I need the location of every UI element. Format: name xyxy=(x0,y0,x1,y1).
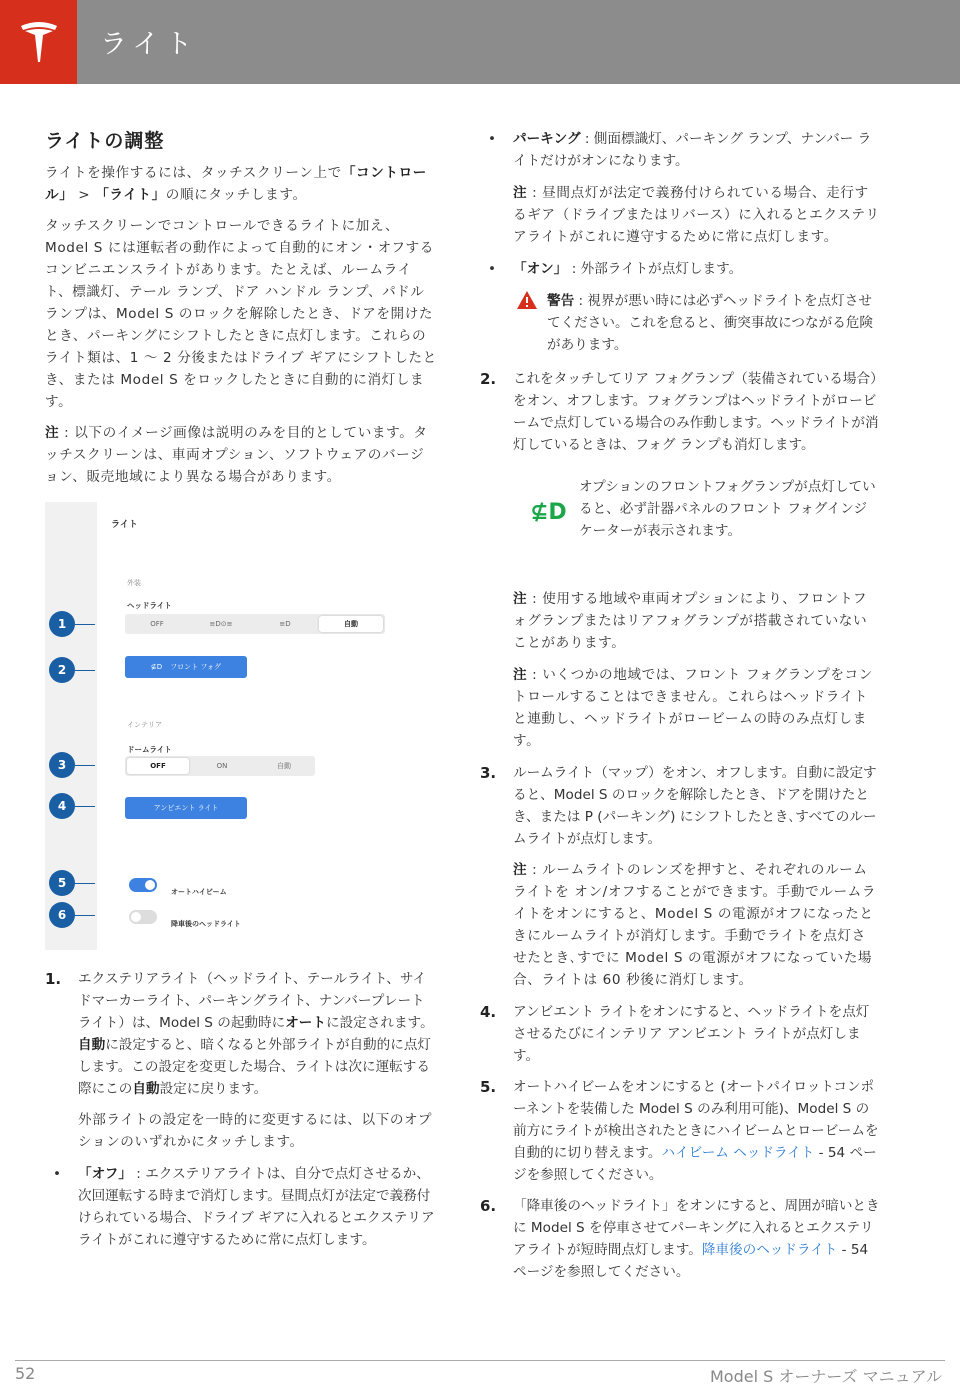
auto-high-beam-label: オートハイビーム xyxy=(171,888,227,896)
front-fog-button[interactable]: ⊈D フロント フォグ xyxy=(125,656,247,678)
ambient-light-button[interactable]: アンビエント ライト xyxy=(125,797,247,819)
list-item-5: 5. オートハイビームをオンにすると (オートパイロットコンポーネントを装備した Model S のみ利用可能)、Model S の前方にライトが検出されたときにハイビームとロービームを自動的に切り替えます。ハイビーム ヘッドライト - 54 ページを参照してください。 xyxy=(480,1078,879,1183)
warning-block: 警告 : 視界が悪い時には必ずヘッドライトを点灯させてください。これを怠ると、衝突事故につながる危険があります。 xyxy=(480,290,880,356)
note-room-light: 注 : ルームライトのレンズを押すと、それぞれのルームライトを オン/オフすることができます。手動でルームライトをオンにすると、Model S の電源がオフになったときにルームライトが消灯します。手動でライトを点灯させたとき､すでに Model S の電源がオフになっていた場合、ライトは 60 秒後に消灯します。 xyxy=(513,862,877,988)
page-number: 52 xyxy=(15,1364,36,1383)
list-item-6: 6. 「降車後のヘッドライト」をオンにすると、周囲が暗いときに Model S を停車させてパーキングに入れるとエクステリアライトが短時間点灯します。降車後のヘッドライト - 54 ページを参照してください。 xyxy=(480,1197,880,1280)
list-item-1: 1. エクステリアライト（ヘッドライト、テールライト、サイドマーカーライト、パーキングライト、ナンバープレートライト）は、Model S の起動時にオートに設定されます。自動に設定すると、暗くなると外部ライトが自動的に点灯します。この設定を変更した場合、ライトは次に運転する際にこの自動設定に戻ります。 xyxy=(45,970,434,1097)
list-item-4: 4. アンビエント ライトをオンにすると、ヘッドライトを点灯させるたびにインテリア アンビエント ライトが点灯します。 xyxy=(480,1003,870,1064)
touchscreen-panel xyxy=(97,502,437,950)
after-exit-headlight-toggle[interactable] xyxy=(129,910,157,924)
exterior-label: 外装 xyxy=(127,579,141,587)
after-exit-headlight-label: 降車後のヘッドライト xyxy=(171,920,241,928)
note-fog-availability: 注 : 使用する地域や車両オプションにより、フロントフォグランプまたはリアフォグランプが搭載されていないことがあります。 xyxy=(513,591,868,651)
headlight-label: ヘッドライト xyxy=(127,601,172,610)
left-column xyxy=(45,128,437,1261)
temporary-change-paragraph: 外部ライトの設定を一時的に変更するには、以下のオプションのいずれかにタッチします。 xyxy=(78,1112,433,1150)
callout-5: 5 xyxy=(49,870,75,896)
bullet-off: • 「オフ」 : エクステリアライトは、自分で点灯させるか、次回運転する時まで消灯します。昼間点灯が法定で義務付けられている場合、ドライブ ギアに入れるとエクステリアライトがこれに遵守するために常に点灯します。 xyxy=(53,1166,435,1248)
parking-light-option[interactable]: ≡D⊙≡ xyxy=(209,620,233,628)
page-header xyxy=(0,0,960,84)
callout-6: 6 xyxy=(49,902,75,928)
note-fog-regions: 注 : いくつかの地域では、フロント フォグランプをコントロールすることはできません。これらはヘッドライトと連動し、ヘッドライトがロービームの時のみ点灯します。 xyxy=(513,667,873,749)
headlight-segmented-control[interactable] xyxy=(125,614,385,634)
manual-title: Model S オーナーズ マニュアル xyxy=(709,1367,942,1386)
list-item-2: 2. これをタッチしてリア フォグランプ（装備されている場合）をオン、オフします。フォグランプはヘッドライトがロービームで点灯している場合のみ作動します。ヘッドライトが消灯しているときは、フォグ ランプも消灯します。 xyxy=(480,370,879,453)
after-exit-headlight-link[interactable]: 降車後のヘッドライト xyxy=(701,1242,838,1258)
lights-screenshot xyxy=(45,502,437,950)
dome-on-option[interactable]: ON xyxy=(216,762,228,770)
warning-icon xyxy=(516,290,538,317)
dome-light-segmented-control[interactable] xyxy=(125,756,315,776)
section-heading: ライトの調整 xyxy=(45,130,165,152)
front-fog-indicator-icon: ⊈D xyxy=(530,500,567,525)
fog-indicator-info: ⊈D オプションのフロントフォグランプが点灯していると、必ず計器パネルのフロント フォグインジケーターが表示されます。 xyxy=(530,479,876,539)
right-column xyxy=(480,128,880,1292)
callout-1: 1 xyxy=(49,611,75,637)
note-paragraph: 注 : 以下のイメージ画像は説明のみを目的としています。タッチスクリーンは、車両オプション、ソフトウェアのバージョン、販売地域により異なる場合があります。 xyxy=(45,425,428,485)
dome-auto-option[interactable]: 自動 xyxy=(277,762,291,770)
parking-note: 注 : 昼間点灯が法定で義務付けられている場合、走行するギア（ドライブまたはリバース）に入れるとエクステリアライトがこれに遵守するために常に点灯します。 xyxy=(513,185,880,245)
interior-label: インテリア xyxy=(127,721,162,729)
intro-paragraph: ライトを操作するには、タッチスクリーン上で「コントロール」 > 「ライト」の順にタッチします。 xyxy=(45,165,428,203)
bullet-on: • 「オン」 : 外部ライトが点灯します。 xyxy=(488,261,743,277)
headlight-off-option[interactable]: OFF xyxy=(150,620,164,628)
tesla-logo-icon xyxy=(0,0,77,84)
headlight-on-option[interactable]: ≡D xyxy=(279,620,291,628)
fog-icon: ⊈D xyxy=(150,663,163,671)
page-title: ライト xyxy=(100,29,199,60)
screen-title: ライト xyxy=(111,520,138,530)
headlight-auto-option[interactable]: 自動 xyxy=(319,616,383,632)
footer-divider xyxy=(15,1360,945,1361)
callout-3: 3 xyxy=(49,752,75,778)
dome-light-label: ドームライト xyxy=(127,745,172,754)
list-item-3: 3. ルームライト（マップ）をオン、オフします。自動に設定すると、Model S のロックを解除したとき、ドアを開けたとき、または P (パーキング) にシフトしたとき､すべてのルームライトが点灯します。 xyxy=(480,764,877,847)
dome-off-option[interactable]: OFF xyxy=(127,758,189,774)
convenience-paragraph: タッチスクリーンでコントロールできるライトに加え、Model S には運転者の動作によって自動的にオン・オフするコンビニエンスライトがあります。たとえば、ルームライト、標識灯、テール ランプ、ドア ハンドル ランプ、パドル ランプは、Model S のロックを解除したとき、ドアを開けたとき、パーキングにシフトしたときに点灯します。これらのライト類は、1 ～ 2 分後またはドライブ ギアにシフトしたとき、または Model S をロックしたときに自動的に消灯します。 xyxy=(45,218,437,410)
bullet-parking: • パーキング : 側面標識灯、パーキング ランプ、ナンバー ライトだけがオンになります。 xyxy=(488,131,872,169)
high-beam-link[interactable]: ハイビーム ヘッドライト xyxy=(661,1145,815,1161)
callout-2: 2 xyxy=(49,657,75,683)
auto-high-beam-toggle[interactable] xyxy=(129,878,157,892)
callout-4: 4 xyxy=(49,793,75,819)
